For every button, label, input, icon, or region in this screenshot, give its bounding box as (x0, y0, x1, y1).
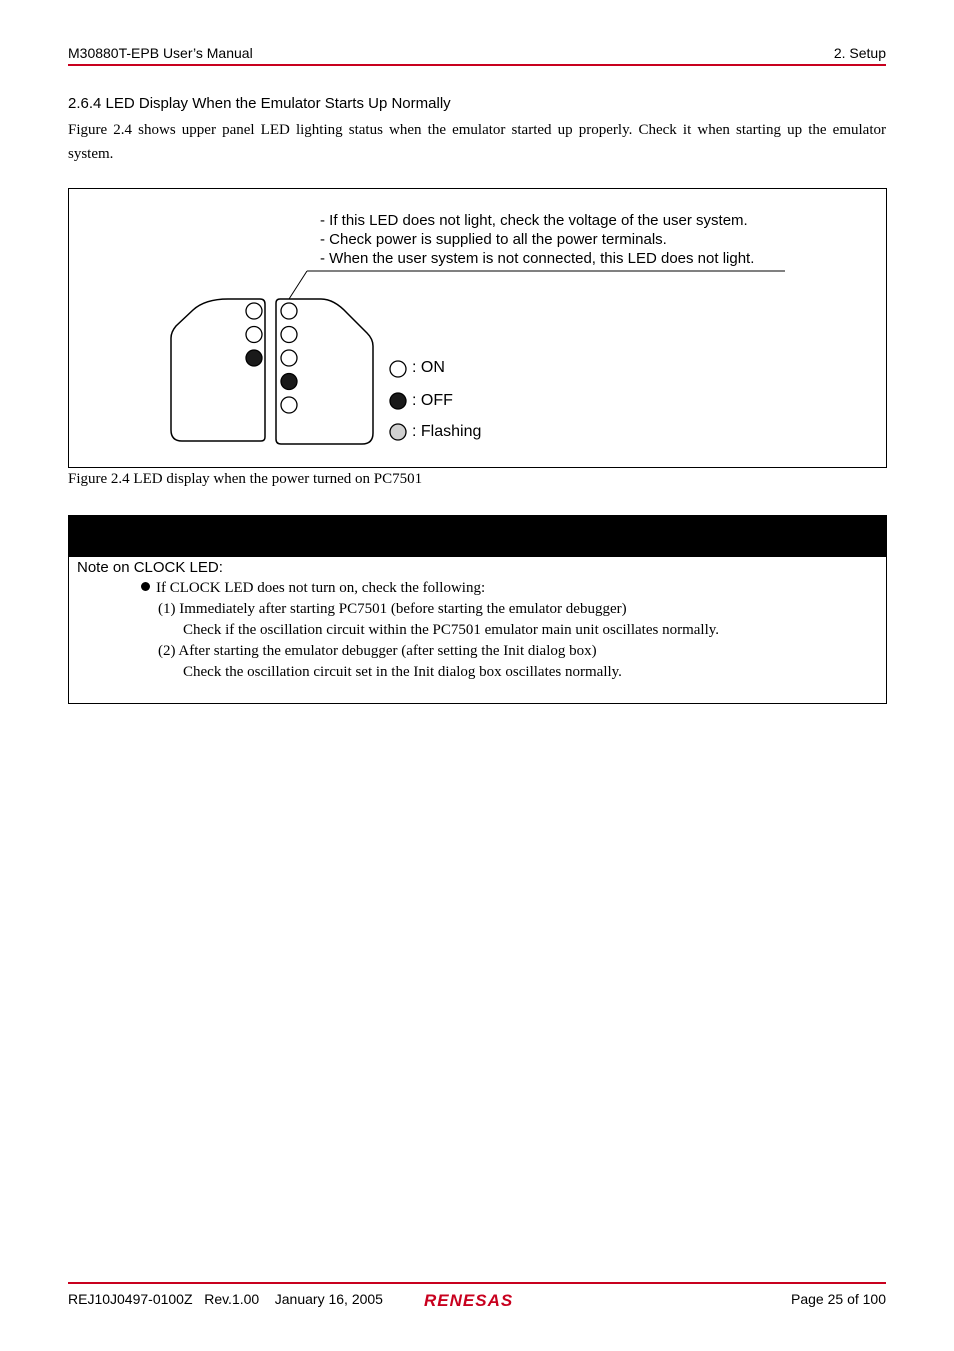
note-item-2-heading: (2) After starting the emulator debugger (after setting the Init dialog box) (158, 643, 597, 659)
legend-flashing-icon (390, 424, 406, 440)
left-panel-led-1-on (246, 303, 262, 319)
right-panel-led-4-off (281, 374, 297, 390)
note-item-1-heading: (1) Immediately after starting PC7501 (before starting the emulator debugger) (158, 601, 627, 617)
figure-note-2: - Check power is supplied to all the power terminals. (320, 231, 667, 248)
note-header-bar (69, 516, 886, 557)
right-panel-led-3-on (281, 350, 297, 366)
footer-rule (68, 1282, 886, 1284)
figure-frame (68, 188, 887, 468)
left-panel-led-2-on (246, 327, 262, 343)
footer-doc-info (68, 1291, 383, 1307)
footer-date: January 16, 2005 (274, 1291, 383, 1307)
legend-off-icon (390, 393, 406, 409)
legend-on-icon (390, 361, 406, 377)
legend-flashing-label: : Flashing (412, 423, 482, 440)
section-paragraph: Figure 2.4 shows upper panel LED lighting status when the emulator started up properly. Check it when starting up the emulator system. (68, 122, 886, 162)
right-led-panel (276, 299, 373, 444)
footer-doc-id: REJ10J0497-0100Z (68, 1291, 193, 1307)
right-panel-led-5-on (281, 397, 297, 413)
note-item-1-detail: Check if the oscillation circuit within the PC7501 emulator main unit oscillates normally. (183, 622, 720, 638)
renesas-logo-text: RENESAS (424, 1291, 514, 1310)
note-bullet-item (141, 580, 485, 597)
note-item-2-detail: Check the oscillation circuit set in the Init dialog box oscillates normally. (183, 664, 622, 680)
figure-caption: Figure 2.4 LED display when the power turned on PC7501 (68, 471, 423, 487)
figure-note-3: - When the user system is not connected, this LED does not light. (320, 250, 755, 267)
legend-on-label: : ON (412, 359, 445, 376)
right-panel-led-1-on (281, 303, 297, 319)
header-rule (68, 64, 886, 66)
bullet-dot-icon (141, 582, 150, 591)
left-led-panel (171, 299, 265, 441)
note-box (68, 515, 887, 704)
left-panel-led-3-off (246, 350, 262, 366)
note-title: Note on CLOCK LED: (77, 559, 223, 576)
note-bullet-text: If CLOCK LED does not turn on, check the following: (156, 580, 486, 596)
legend-off-label: : OFF (412, 392, 453, 409)
document-title: M30880T-EPB User’s Manual (68, 45, 253, 61)
chapter-label: 2. Setup (833, 45, 886, 61)
footer-revision: Rev.1.00 (204, 1291, 260, 1307)
renesas-logo (420, 1288, 536, 1312)
footer-page-number: Page 25 of 100 (791, 1291, 886, 1307)
figure-note-1: - If this LED does not light, check the voltage of the user system. (320, 212, 748, 229)
right-panel-led-2-on (281, 327, 297, 343)
section-title: 2.6.4 LED Display When the Emulator Starts Up Normally (68, 95, 451, 112)
leader-pointer (289, 271, 307, 299)
